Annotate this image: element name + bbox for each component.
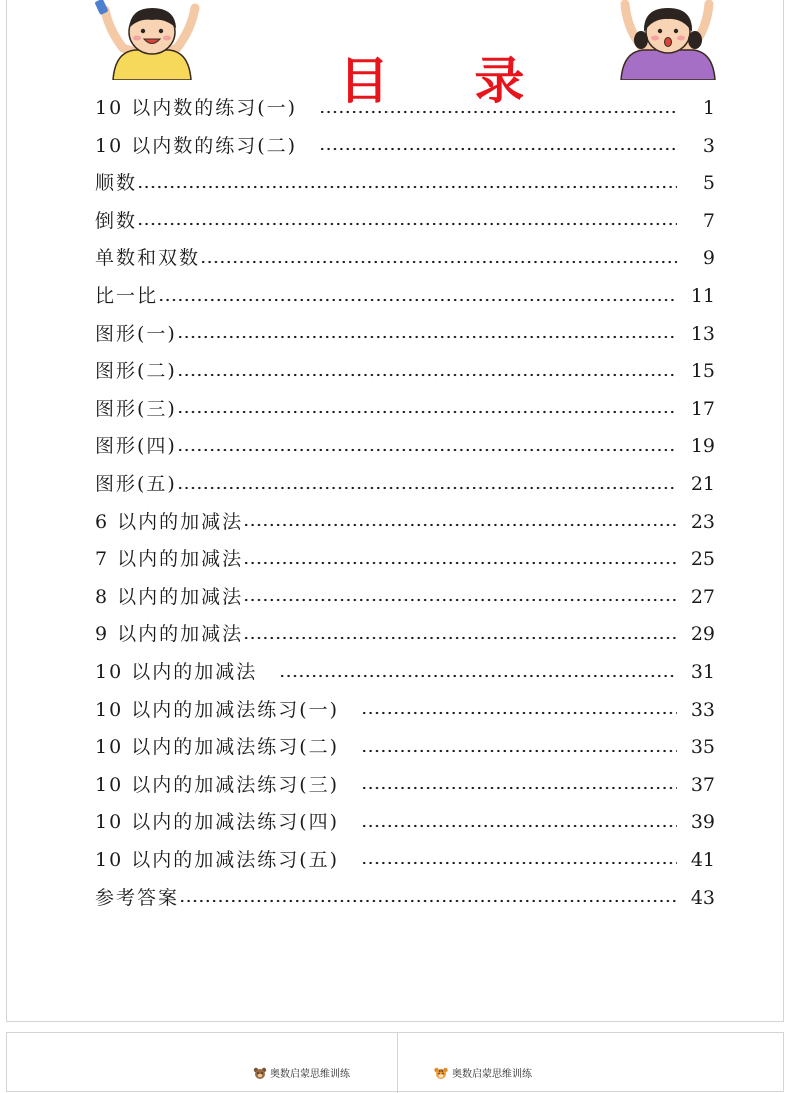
toc-entry-title: 倒数 [95, 209, 138, 232]
toc-entry-page-number: 21 [690, 473, 715, 496]
toc-entry-page-number: 9 [702, 247, 715, 270]
toc-entry-page-number: 11 [690, 285, 715, 308]
toc-entry[interactable] [95, 574, 715, 612]
dot-leader [158, 298, 677, 302]
footer-brand-left-text: 奥数启蒙思维训练 [270, 1069, 350, 1080]
dot-leader [361, 861, 677, 865]
dot-leader [279, 674, 677, 678]
toc-entry[interactable] [95, 611, 715, 649]
dot-leader [177, 448, 677, 452]
toc-entry-page-number: 33 [690, 698, 715, 721]
toc-entry[interactable] [95, 837, 715, 875]
toc-entry-page-number: 1 [702, 97, 715, 120]
toc-entry[interactable] [95, 799, 715, 837]
bear-icon [253, 1067, 267, 1079]
footer-divider [397, 1033, 398, 1093]
toc-entry-page-number: 37 [690, 773, 715, 796]
toc-entry-title: 10 以内的加减法练习(一) [95, 698, 340, 721]
toc-entry-page-number: 7 [702, 209, 715, 232]
toc-entry-page-number: 15 [690, 360, 715, 383]
toc-entry-page-number: 3 [702, 134, 715, 157]
dot-leader [243, 523, 677, 527]
toc-entry-title: 10 以内数的练习(二) [95, 134, 298, 157]
toc-entry[interactable] [95, 762, 715, 800]
toc-entry[interactable] [95, 649, 715, 687]
toc-entry[interactable] [95, 160, 715, 198]
toc-entry-title: 10 以内的加减法练习(四) [95, 811, 340, 834]
table-of-contents [95, 85, 715, 912]
toc-entry-title: 10 以内的加减法 [95, 661, 258, 683]
toc-entry-title: 单数和双数 [95, 247, 201, 270]
dot-leader [177, 410, 677, 414]
toc-entry-title: 7 以内的加减法 [95, 548, 244, 571]
toc-entry[interactable] [95, 273, 715, 311]
dot-leader [243, 636, 677, 640]
toc-entry[interactable] [95, 423, 715, 461]
girl-illustration [613, 0, 723, 80]
dot-leader [319, 147, 677, 151]
toc-entry-page-number: 31 [690, 661, 715, 683]
dot-leader [177, 486, 677, 490]
toc-entry-title: 10 以内的加减法练习(三) [95, 773, 340, 796]
toc-entry-title: 10 以内的加减法练习(二) [95, 736, 340, 759]
dot-leader [243, 598, 677, 602]
toc-entry-title: 9 以内的加减法 [95, 623, 244, 646]
toc-entry-title: 8 以内的加减法 [95, 585, 244, 608]
dot-leader [361, 711, 677, 715]
toc-entry-title: 10 以内数的练习(一) [95, 97, 298, 120]
dot-leader [361, 749, 677, 753]
toc-entry-title: 顺数 [95, 172, 138, 195]
dot-leader [361, 786, 677, 790]
toc-entry[interactable] [95, 461, 715, 499]
toc-entry-title: 图形(一) [95, 322, 177, 345]
dot-leader [179, 899, 677, 903]
toc-entry-page-number: 19 [690, 435, 715, 458]
toc-entry-page-number: 23 [690, 510, 715, 533]
toc-entry[interactable] [95, 85, 715, 123]
toc-entry-title: 参考答案 [95, 886, 180, 909]
toc-entry[interactable] [95, 874, 715, 912]
footer-brand-right-text: 奥数启蒙思维训练 [452, 1069, 532, 1080]
footer-brand-right [433, 1065, 532, 1080]
dot-leader [361, 824, 677, 828]
dot-leader [319, 110, 677, 114]
toc-entry-page-number: 13 [690, 322, 715, 345]
toc-entry-title: 6 以内的加减法 [95, 510, 244, 533]
toc-entry[interactable] [95, 235, 715, 273]
toc-entry[interactable] [95, 348, 715, 386]
toc-entry-page-number: 35 [690, 736, 715, 759]
footer-strip [6, 1032, 784, 1092]
toc-entry-page-number: 41 [690, 848, 715, 871]
toc-entry[interactable] [95, 386, 715, 424]
toc-entry-page-number: 25 [690, 548, 715, 571]
dot-leader [137, 185, 677, 189]
toc-entry[interactable] [95, 499, 715, 537]
toc-entry-title: 比一比 [95, 285, 159, 308]
toc-entry-page-number: 29 [690, 623, 715, 646]
dot-leader [200, 260, 677, 264]
tiger-icon [433, 1067, 449, 1079]
toc-entry-title: 图形(五) [95, 473, 177, 496]
toc-entry[interactable] [95, 311, 715, 349]
toc-entry-page-number: 17 [690, 397, 715, 420]
toc-page [6, 0, 784, 1022]
toc-entry-page-number: 5 [702, 172, 715, 195]
toc-entry[interactable] [95, 198, 715, 236]
page-title: 目 录 [339, 51, 559, 110]
toc-entry-title: 图形(三) [95, 397, 177, 420]
dot-leader [137, 222, 677, 226]
toc-entry[interactable] [95, 687, 715, 725]
toc-entry-title: 图形(二) [95, 360, 177, 383]
footer-brand-left [253, 1065, 350, 1080]
toc-entry-title: 10 以内的加减法练习(五) [95, 848, 340, 871]
dot-leader [243, 561, 677, 565]
toc-entry-page-number: 43 [690, 886, 715, 909]
toc-entry-title: 图形(四) [95, 435, 177, 458]
boy-illustration [91, 0, 211, 80]
toc-entry[interactable] [95, 536, 715, 574]
dot-leader [177, 373, 677, 377]
toc-entry-page-number: 39 [690, 811, 715, 834]
toc-entry[interactable] [95, 123, 715, 161]
toc-entry[interactable] [95, 724, 715, 762]
dot-leader [177, 335, 677, 339]
toc-entry-page-number: 27 [690, 585, 715, 608]
